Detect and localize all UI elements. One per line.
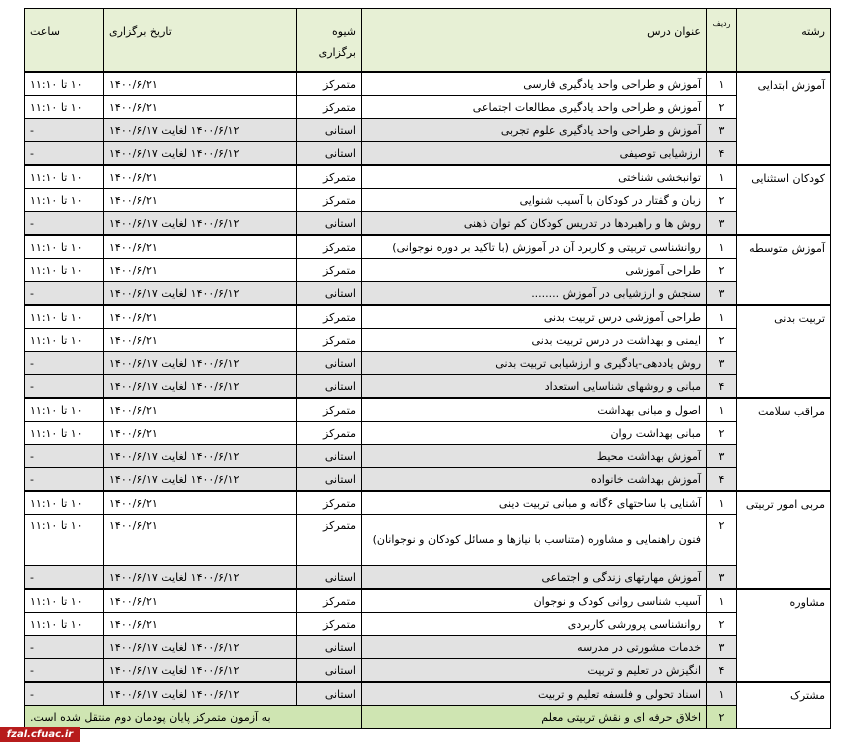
- exam-time: ۱۰ تا ۱۱:۱۰: [25, 165, 104, 189]
- exam-time: -: [25, 468, 104, 492]
- table-row: [25, 282, 831, 306]
- exam-method: متمرکز: [297, 589, 362, 613]
- row-number: ۱: [707, 491, 737, 515]
- exam-time: ۱۰ تا ۱۱:۱۰: [25, 96, 104, 119]
- row-number: ۱: [707, 398, 737, 422]
- exam-method: استانی: [297, 142, 362, 166]
- exam-method: استانی: [297, 282, 362, 306]
- course-title: اسناد تحولی و فلسفه تعلیم و تربیت: [362, 682, 707, 706]
- exam-time: -: [25, 636, 104, 659]
- table-row: [25, 445, 831, 468]
- exam-method: استانی: [297, 566, 362, 590]
- course-title: آموزش مهارتهای زندگی و اجتماعی: [362, 566, 707, 590]
- table-row: [25, 235, 831, 259]
- exam-date: ۱۴۰۰/۶/۱۲ لغایت ۱۴۰۰/۶/۱۷: [104, 566, 297, 590]
- table-row: [25, 189, 831, 212]
- exam-date: ۱۴۰۰/۶/۱۲ لغایت ۱۴۰۰/۶/۱۷: [104, 212, 297, 236]
- table-row: [25, 659, 831, 683]
- table-row: [25, 589, 831, 613]
- exam-date: ۱۴۰۰/۶/۱۲ لغایت ۱۴۰۰/۶/۱۷: [104, 375, 297, 399]
- exam-time: -: [25, 566, 104, 590]
- exam-time: -: [25, 282, 104, 306]
- table-header-row: [25, 9, 831, 73]
- row-number: ۳: [707, 212, 737, 236]
- course-title: آسیب شناسی روانی کودک و نوجوان: [362, 589, 707, 613]
- exam-method: استانی: [297, 445, 362, 468]
- exam-method: متمرکز: [297, 329, 362, 352]
- course-title: آموزش و طراحی واحد یادگیری فارسی: [362, 72, 707, 96]
- table-row: [25, 259, 831, 282]
- exam-method: متمرکز: [297, 189, 362, 212]
- course-title: مبانی و روشهای شناسایی استعداد: [362, 375, 707, 399]
- exam-date: ۱۴۰۰/۶/۱۲ لغایت ۱۴۰۰/۶/۱۷: [104, 142, 297, 166]
- row-number: ۳: [707, 119, 737, 142]
- exam-time: ۱۰ تا ۱۱:۱۰: [25, 235, 104, 259]
- exam-time: ۱۰ تا ۱۱:۱۰: [25, 589, 104, 613]
- course-title: ایمنی و بهداشت در درس تربیت بدنی: [362, 329, 707, 352]
- header-method: شیوه برگزاری: [297, 9, 362, 73]
- course-title: اصول و مبانی بهداشت: [362, 398, 707, 422]
- course-title: انگیزش در تعلیم و تربیت: [362, 659, 707, 683]
- field-cell: کودکان استثنایی: [737, 165, 831, 235]
- course-title: آشنایی با ساحتهای ۶گانه و مبانی تربیت دینی: [362, 491, 707, 515]
- exam-time: -: [25, 682, 104, 706]
- exam-time: ۱۰ تا ۱۱:۱۰: [25, 259, 104, 282]
- field-cell: آموزش متوسطه: [737, 235, 831, 305]
- exam-date: ۱۴۰۰/۶/۱۲ لغایت ۱۴۰۰/۶/۱۷: [104, 636, 297, 659]
- field-cell: مشاوره: [737, 589, 831, 682]
- exam-time: ۱۰ تا ۱۱:۱۰: [25, 515, 104, 566]
- row-number: ۳: [707, 445, 737, 468]
- exam-date: ۱۴۰۰/۶/۱۲ لغایت ۱۴۰۰/۶/۱۷: [104, 282, 297, 306]
- course-title: روانشناسی تربیتی و کاربرد آن در آموزش (با تاکید بر دوره نوجوانی): [362, 235, 707, 259]
- table-row: [25, 398, 831, 422]
- exam-date: ۱۴۰۰/۶/۲۱: [104, 422, 297, 445]
- row-number: ۴: [707, 659, 737, 683]
- exam-time: -: [25, 375, 104, 399]
- exam-date: ۱۴۰۰/۶/۲۱: [104, 235, 297, 259]
- row-number: ۴: [707, 468, 737, 492]
- row-number: ۲: [707, 189, 737, 212]
- table-row: [25, 305, 831, 329]
- table-row: [25, 422, 831, 445]
- row-number: ۲: [707, 706, 737, 729]
- table-row: [25, 72, 831, 96]
- exam-method: متمرکز: [297, 165, 362, 189]
- exam-date: ۱۴۰۰/۶/۲۱: [104, 259, 297, 282]
- course-title: طراحی آموزشی: [362, 259, 707, 282]
- row-number: ۲: [707, 96, 737, 119]
- table-row: [25, 706, 831, 729]
- exam-date: ۱۴۰۰/۶/۱۲ لغایت ۱۴۰۰/۶/۱۷: [104, 659, 297, 683]
- exam-method: استانی: [297, 636, 362, 659]
- exam-time: ۱۰ تا ۱۱:۱۰: [25, 305, 104, 329]
- table-row: [25, 468, 831, 492]
- exam-date: ۱۴۰۰/۶/۲۱: [104, 96, 297, 119]
- row-number: ۲: [707, 259, 737, 282]
- course-title: سنجش و ارزشیابی در آموزش ........: [362, 282, 707, 306]
- row-number: ۴: [707, 142, 737, 166]
- course-title: آموزش بهداشت محیط: [362, 445, 707, 468]
- row-number: ۱: [707, 72, 737, 96]
- row-number: ۴: [707, 375, 737, 399]
- exam-time: -: [25, 445, 104, 468]
- row-number: ۲: [707, 515, 737, 566]
- exam-method: استانی: [297, 352, 362, 375]
- row-number: ۱: [707, 235, 737, 259]
- header-course-title: عنوان درس: [362, 9, 707, 73]
- exam-date: ۱۴۰۰/۶/۲۱: [104, 305, 297, 329]
- transfer-note: به آزمون متمرکز پایان پودمان دوم منتقل شده است.: [25, 706, 362, 729]
- table-row: [25, 165, 831, 189]
- exam-method: متمرکز: [297, 422, 362, 445]
- exam-date: ۱۴۰۰/۶/۱۲ لغایت ۱۴۰۰/۶/۱۷: [104, 468, 297, 492]
- row-number: ۳: [707, 282, 737, 306]
- exam-method: استانی: [297, 659, 362, 683]
- exam-method: استانی: [297, 119, 362, 142]
- exam-method: استانی: [297, 682, 362, 706]
- row-number: ۱: [707, 589, 737, 613]
- course-title: فنون راهنمایی و مشاوره (متناسب با نیازها و مسائل کودکان و نوجوانان): [362, 515, 707, 566]
- exam-method: متمرکز: [297, 398, 362, 422]
- exam-method: متمرکز: [297, 305, 362, 329]
- exam-method: متمرکز: [297, 235, 362, 259]
- table-row: [25, 329, 831, 352]
- table-row: [25, 96, 831, 119]
- table-row: [25, 119, 831, 142]
- field-cell: آموزش ابتدایی: [737, 72, 831, 165]
- exam-date: ۱۴۰۰/۶/۱۲ لغایت ۱۴۰۰/۶/۱۷: [104, 445, 297, 468]
- exam-time: -: [25, 119, 104, 142]
- table-row: [25, 566, 831, 590]
- row-number: ۳: [707, 566, 737, 590]
- exam-date: ۱۴۰۰/۶/۲۱: [104, 613, 297, 636]
- exam-time: -: [25, 352, 104, 375]
- course-title: روش ها و راهبردها در تدریس کودکان کم توان ذهنی: [362, 212, 707, 236]
- exam-date: ۱۴۰۰/۶/۲۱: [104, 329, 297, 352]
- row-number: ۳: [707, 636, 737, 659]
- course-title: آموزش و طراحی واحد یادگیری علوم تجربی: [362, 119, 707, 142]
- exam-date: ۱۴۰۰/۶/۱۲ لغایت ۱۴۰۰/۶/۱۷: [104, 119, 297, 142]
- course-title: آموزش و طراحی واحد یادگیری مطالعات اجتماعی: [362, 96, 707, 119]
- exam-method: متمرکز: [297, 613, 362, 636]
- header-time: ساعت: [25, 9, 104, 73]
- course-title: زبان و گفتار در کودکان با آسیب شنوایی: [362, 189, 707, 212]
- exam-date: ۱۴۰۰/۶/۱۲ لغایت ۱۴۰۰/۶/۱۷: [104, 352, 297, 375]
- exam-date: ۱۴۰۰/۶/۲۱: [104, 398, 297, 422]
- header-row-number: ردیف: [707, 9, 737, 73]
- exam-date: ۱۴۰۰/۶/۲۱: [104, 189, 297, 212]
- table-row: [25, 491, 831, 515]
- course-title: روش یاددهی-یادگیری و ارزشیابی تربیت بدنی: [362, 352, 707, 375]
- exam-time: ۱۰ تا ۱۱:۱۰: [25, 491, 104, 515]
- exam-time: -: [25, 142, 104, 166]
- course-title: خدمات مشورتی در مدرسه: [362, 636, 707, 659]
- exam-method: متمرکز: [297, 96, 362, 119]
- row-number: ۱: [707, 682, 737, 706]
- field-cell: مربی امور تربیتی: [737, 491, 831, 589]
- exam-date: ۱۴۰۰/۶/۱۲ لغایت ۱۴۰۰/۶/۱۷: [104, 682, 297, 706]
- exam-time: -: [25, 659, 104, 683]
- row-number: ۲: [707, 613, 737, 636]
- field-cell: مراقب سلامت: [737, 398, 831, 491]
- course-title: مبانی بهداشت روان: [362, 422, 707, 445]
- header-field: رشته: [737, 9, 831, 73]
- row-number: ۱: [707, 305, 737, 329]
- course-title: اخلاق حرفه ای و نقش تربیتی معلم: [362, 706, 707, 729]
- exam-date: ۱۴۰۰/۶/۲۱: [104, 515, 297, 566]
- exam-date: ۱۴۰۰/۶/۲۱: [104, 491, 297, 515]
- table-row: [25, 142, 831, 166]
- header-date: تاریخ برگزاری: [104, 9, 297, 73]
- exam-method: استانی: [297, 212, 362, 236]
- exam-time: ۱۰ تا ۱۱:۱۰: [25, 189, 104, 212]
- exam-date: ۱۴۰۰/۶/۲۱: [104, 72, 297, 96]
- exam-time: ۱۰ تا ۱۱:۱۰: [25, 72, 104, 96]
- exam-schedule-table: [24, 8, 831, 729]
- exam-time: ۱۰ تا ۱۱:۱۰: [25, 329, 104, 352]
- exam-time: ۱۰ تا ۱۱:۱۰: [25, 422, 104, 445]
- table-row: [25, 682, 831, 706]
- table-row: [25, 212, 831, 236]
- exam-date: ۱۴۰۰/۶/۲۱: [104, 589, 297, 613]
- exam-method: متمرکز: [297, 259, 362, 282]
- course-title: ارزشیابی توصیفی: [362, 142, 707, 166]
- row-number: ۳: [707, 352, 737, 375]
- exam-date: ۱۴۰۰/۶/۲۱: [104, 165, 297, 189]
- exam-method: متمرکز: [297, 72, 362, 96]
- exam-time: ۱۰ تا ۱۱:۱۰: [25, 613, 104, 636]
- field-cell: تربیت بدنی: [737, 305, 831, 398]
- table-row: [25, 613, 831, 636]
- exam-method: استانی: [297, 375, 362, 399]
- exam-method: متمرکز: [297, 515, 362, 566]
- course-title: توانبخشی شناختی: [362, 165, 707, 189]
- row-number: ۲: [707, 329, 737, 352]
- table-row: [25, 352, 831, 375]
- table-row: [25, 515, 831, 566]
- course-title: روانشناسی پرورشی کاربردی: [362, 613, 707, 636]
- row-number: ۲: [707, 422, 737, 445]
- exam-time: ۱۰ تا ۱۱:۱۰: [25, 398, 104, 422]
- course-title: طراحی آموزشی درس تربیت بدنی: [362, 305, 707, 329]
- field-cell: مشترک: [737, 682, 831, 729]
- exam-time: -: [25, 212, 104, 236]
- row-number: ۱: [707, 165, 737, 189]
- exam-method: استانی: [297, 468, 362, 492]
- exam-method: متمرکز: [297, 491, 362, 515]
- course-title: آموزش بهداشت خانواده: [362, 468, 707, 492]
- table-row: [25, 375, 831, 399]
- table-row: [25, 636, 831, 659]
- watermark-logo: fzal.cfuac.ir: [0, 727, 80, 742]
